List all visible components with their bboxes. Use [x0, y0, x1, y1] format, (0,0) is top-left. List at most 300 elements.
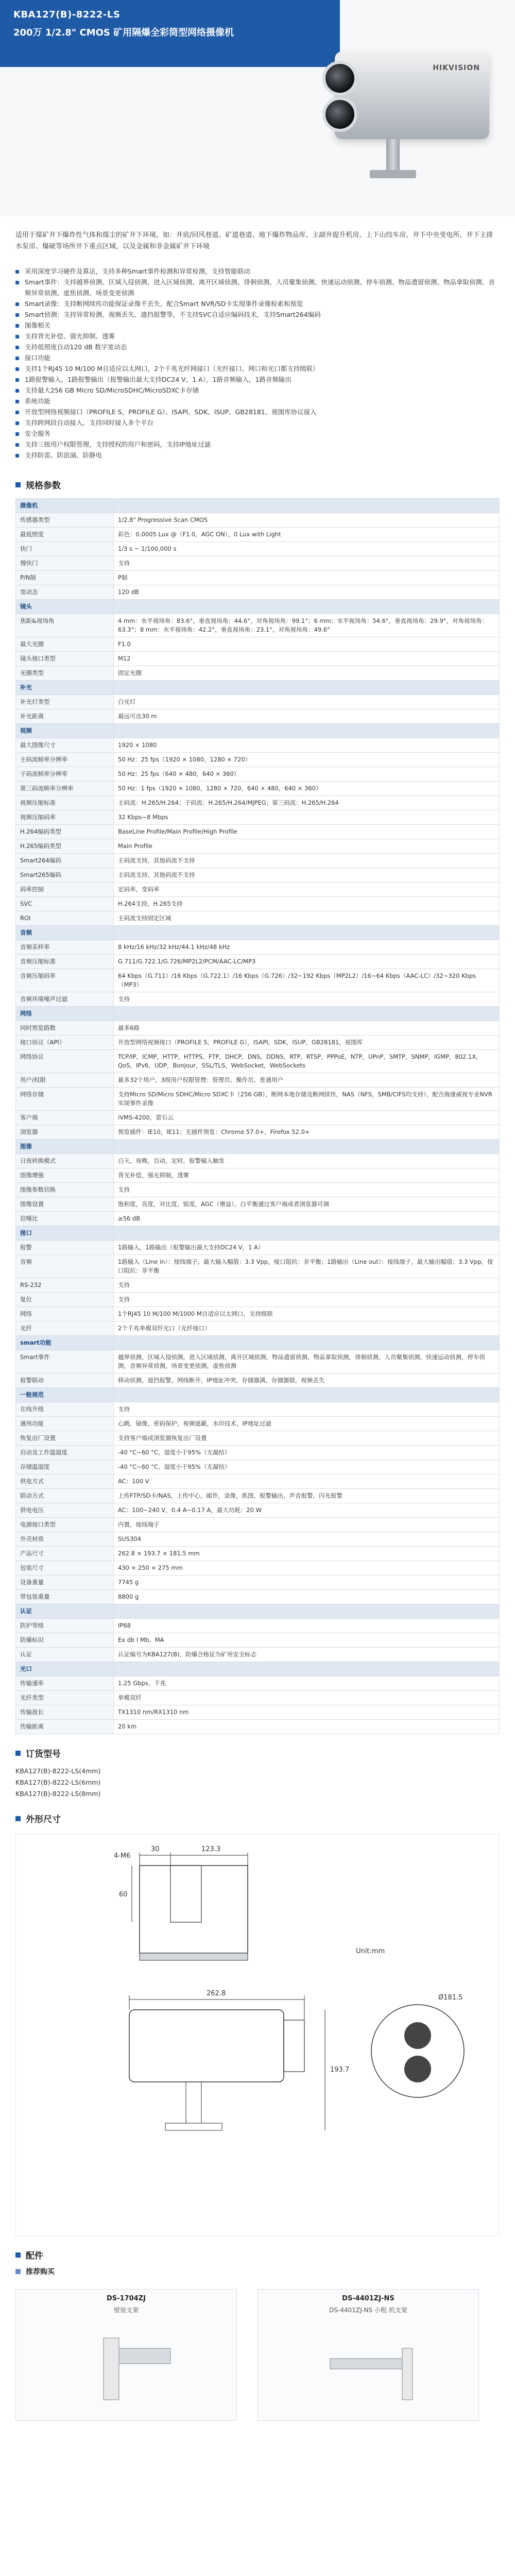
spec-value: 最远可达30 m — [114, 709, 500, 724]
spec-value: 1路输入（Line in）：接线端子，最大输入幅值：3.3 Vpp，接口阻抗：非平衡；1路输出（Line out）：接线端子，最大输出幅值：3.3 Vpp，接口阻抗：非平衡 — [114, 1255, 500, 1278]
spec-value: 主码流支持，其他码流不支持 — [114, 854, 500, 868]
spec-row — [16, 1417, 500, 1431]
spec-value: 120 dB — [114, 585, 500, 600]
spec-key: 光纤 — [16, 1321, 114, 1336]
spec-category-row — [16, 1140, 500, 1154]
spec-category-row — [16, 724, 500, 738]
spec-key: 恢复出厂设置 — [16, 1431, 114, 1446]
spec-row — [16, 1460, 500, 1475]
feature-item — [15, 374, 500, 385]
spec-key: 音频压缩码率 — [16, 969, 114, 992]
spec-key: SVC — [16, 897, 114, 911]
spec-value: 开放型网络视频接口（PROFILE S，PROFILE G），ISAPI，SDK，ISUP，GB28181，视图库 — [114, 1036, 500, 1050]
acc-subheading — [0, 2265, 515, 2281]
spec-value — [114, 1336, 500, 1350]
spec-row — [16, 1518, 500, 1532]
feature-text: 支持最大256 GB Micro SD/MicroSDHC/MicroSDXC卡存储 — [25, 386, 199, 394]
spec-value: 单模双纤 — [114, 1691, 500, 1705]
spec-value: 支持 — [114, 1183, 500, 1197]
dim-1233-label: 123.3 — [201, 1845, 221, 1853]
spec-category-row — [16, 1604, 500, 1619]
spec-row — [16, 695, 500, 709]
spec-key: 快门 — [16, 542, 114, 556]
spec-row — [16, 1561, 500, 1575]
spec-key: 设备重量 — [16, 1575, 114, 1590]
spec-value: 最多32个用户，3级用户权限管理：管理员、操作员、普通用户 — [114, 1073, 500, 1088]
spec-key: 子码流帧率分辨率 — [16, 767, 114, 782]
accessory-grid — [0, 2281, 515, 2442]
spec-row — [16, 1402, 500, 1417]
spec-key: 图像设置 — [16, 1197, 114, 1212]
spec-key: 认证 — [16, 1604, 114, 1619]
spec-value: BaseLine Profile/Main Profile/High Profile — [114, 825, 500, 839]
spec-key: 视频压缩码率 — [16, 810, 114, 825]
spec-value: 支持 — [114, 556, 500, 571]
spec-category-row — [16, 681, 500, 695]
spec-key: 视频 — [16, 724, 114, 738]
feature-bullet-icon — [15, 367, 19, 371]
spec-row — [16, 571, 500, 585]
spec-key: 光口 — [16, 1662, 114, 1676]
spec-key: 接口 — [16, 1226, 114, 1241]
acc-subheading-text: 推荐购买 — [26, 2268, 55, 2276]
feature-item — [15, 396, 500, 406]
accessory-name: DS-4401ZJ-NS 小粗 机支架 — [329, 2307, 407, 2314]
spec-key: 外壳材质 — [16, 1532, 114, 1547]
heading-bullet-icon — [15, 1751, 21, 1756]
spec-row — [16, 1183, 500, 1197]
spec-row — [16, 955, 500, 969]
spec-value — [114, 1226, 500, 1241]
spec-value: -40 °C~60 °C，湿度小于95%（无凝结） — [114, 1460, 500, 1475]
acc-heading — [0, 2241, 515, 2265]
spec-value: 支持 — [114, 992, 500, 1007]
spec-key: 视频压缩标准 — [16, 796, 114, 810]
spec-table — [15, 498, 500, 1734]
spec-key: 信噪比 — [16, 1212, 114, 1226]
spec-row — [16, 810, 500, 825]
spec-key: 供电方式 — [16, 1475, 114, 1489]
spec-value: G.711/G.722.1/G.726/MP2L2/PCM/AAC-LC/MP3 — [114, 955, 500, 969]
brand-logo: HIKVISION — [433, 64, 480, 72]
spec-row — [16, 1431, 500, 1446]
spec-value: 心跳，镜像，密码保护，视频遮蔽，水印技术，IP地址过滤 — [114, 1417, 500, 1431]
spec-value: 支持 — [114, 1293, 500, 1307]
feature-item — [15, 385, 500, 396]
spec-row — [16, 839, 500, 854]
product-model: KBA127(B)-8222-LS — [13, 9, 121, 20]
feature-text: 安全服务 — [25, 430, 51, 437]
spec-value: 8 kHz/16 kHz/32 kHz/44.1 kHz/48 kHz — [114, 940, 500, 955]
spec-key: 宽动态 — [16, 585, 114, 600]
housing-rear — [284, 2020, 304, 2072]
spec-row — [16, 652, 500, 666]
heading-bullet-icon — [15, 2252, 21, 2258]
spec-row — [16, 868, 500, 883]
order-item: KBA127(B)-8222-LS(4mm) — [15, 1767, 101, 1775]
spec-row — [16, 1489, 500, 1503]
spec-row — [16, 1648, 500, 1662]
dim-m6-label: 4-M6 — [114, 1852, 131, 1860]
spec-row — [16, 1212, 500, 1226]
spec-value: 彩色：0.0005 Lux @（F1.0，AGC ON），0 Lux with Light — [114, 528, 500, 542]
feature-text: 接口功能 — [25, 354, 51, 362]
spec-row — [16, 1321, 500, 1336]
feature-text: 采用深度学习硬件及算法，支持多种Smart事件检测和异常检测，支持智能联动 — [25, 267, 250, 275]
dims-heading-text: 外形尺寸 — [26, 1815, 61, 1825]
spec-key: 复位 — [16, 1293, 114, 1307]
spec-row — [16, 1021, 500, 1036]
spec-key: ROI — [16, 911, 114, 926]
spec-key: 防护等级 — [16, 1619, 114, 1633]
spec-row — [16, 897, 500, 911]
front-lens-upper — [404, 2022, 431, 2049]
spec-value — [114, 724, 500, 738]
feature-text: 支持跨网段自动接入，支持同时接入多个平台 — [25, 419, 154, 427]
spec-key: 图像 — [16, 1140, 114, 1154]
feature-bullet-icon — [15, 378, 19, 382]
stand-outline — [186, 2082, 201, 2123]
spec-row — [16, 1293, 500, 1307]
spec-value: Main Profile — [114, 839, 500, 854]
spec-key: 认证 — [16, 1648, 114, 1662]
spec-row — [16, 854, 500, 868]
spec-row — [16, 1125, 500, 1140]
spec-value: ≥56 dB — [114, 1212, 500, 1226]
spec-value: 430 × 250 × 275 mm — [114, 1561, 500, 1575]
feature-bullet-icon — [15, 335, 19, 338]
spec-value: 定码率，变码率 — [114, 883, 500, 897]
spec-key: 网络存储 — [16, 1088, 114, 1111]
spec-key: 补光距离 — [16, 709, 114, 724]
feature-item — [15, 277, 500, 298]
spec-row — [16, 1374, 500, 1388]
spec-row — [16, 1705, 500, 1720]
spec-value: 1个RJ45 10 M/100 M/1000 M自适应以太网口，支持级联 — [114, 1307, 500, 1321]
spec-value: 认证编号为KBA127(B)，防爆合格证为矿用安全标志 — [114, 1648, 500, 1662]
accessory-model: DS-4401ZJ-NS — [342, 2295, 394, 2302]
feature-text: 支持背光补偿、强光抑制、透雾 — [25, 332, 115, 340]
intro-text: 适用于煤矿井下爆炸性气体和煤尘的矿井下环境。如：井底/回风巷道、矿道巷道、地下爆炸物品库、主副井提升机房、上下山绞车房、井下中央变电所、井下主排水泵房、爆破等场所井下重点区域，以及金属和非金属矿井下环境 — [15, 231, 493, 250]
feature-bullet-icon — [15, 281, 19, 284]
feature-bullet-icon — [15, 454, 19, 457]
spec-row — [16, 1197, 500, 1212]
spec-key: 摄像机 — [16, 499, 114, 513]
spec-key: 用户/权限 — [16, 1073, 114, 1088]
spec-value: 白天，夜晚，自动，定时，报警输入触发 — [114, 1154, 500, 1168]
spec-key: 镜头 — [16, 600, 114, 614]
spec-key: Smart265编码 — [16, 868, 114, 883]
spec-value — [114, 499, 500, 513]
order-heading — [0, 1739, 515, 1764]
spec-key: 音频 — [16, 926, 114, 940]
spec-value — [114, 1388, 500, 1402]
spec-value — [114, 600, 500, 614]
spec-key: 网络 — [16, 1007, 114, 1021]
feature-text: 系统功能 — [25, 397, 51, 405]
spec-row — [16, 883, 500, 897]
spec-value — [114, 1140, 500, 1154]
spec-value: 支持 — [114, 1278, 500, 1293]
spec-value: SUS304 — [114, 1532, 500, 1547]
spec-row — [16, 911, 500, 926]
spec-value: 50 Hz：25 fps（640 × 480，640 × 360） — [114, 767, 500, 782]
feature-bullet-icon — [15, 346, 19, 349]
spec-row — [16, 1350, 500, 1374]
spec-category-row — [16, 1226, 500, 1241]
spec-key: 镜头接口类型 — [16, 652, 114, 666]
spec-value — [114, 1007, 500, 1021]
feature-text: 开放型网络视频接口（PROFILE S，PROFILE G）、ISAPI、SDK、ISUP、GB28181、视图库协议接入 — [25, 408, 317, 416]
feature-text: 支持防雷、防浪涌、防静电 — [25, 451, 102, 459]
spec-key: 包装尺寸 — [16, 1561, 114, 1575]
spec-row — [16, 992, 500, 1007]
spec-value: TX1310 nm/RX1310 nm — [114, 1705, 500, 1720]
spec-category-row — [16, 1388, 500, 1402]
feature-item — [15, 428, 500, 439]
spec-value: 移动侦测，遮挡报警，网线断开，IP地址冲突，存储器满，存储器错，视频丢失 — [114, 1374, 500, 1388]
spec-key: 通用功能 — [16, 1417, 114, 1431]
spec-value: F1.0 — [114, 637, 500, 652]
spec-value — [114, 1662, 500, 1676]
spec-row — [16, 1547, 500, 1561]
spec-key: 最大图像尺寸 — [16, 738, 114, 753]
spec-key: 联动方式 — [16, 1489, 114, 1503]
spec-key: 最大光圈 — [16, 637, 114, 652]
spec-value: 主码流支持，其他码流不支持 — [114, 868, 500, 883]
spec-row — [16, 1036, 500, 1050]
feature-item — [15, 439, 500, 450]
spec-key: 焦距&视场角 — [16, 614, 114, 637]
feature-bullet-icon — [15, 302, 19, 306]
feature-bullet-icon — [15, 400, 19, 403]
spec-category-row — [16, 1662, 500, 1676]
spec-value: 7745 g — [114, 1575, 500, 1590]
spec-key: 传输速率 — [16, 1676, 114, 1691]
spec-key: 光纤类型 — [16, 1691, 114, 1705]
spec-row — [16, 1691, 500, 1705]
spec-row — [16, 542, 500, 556]
spec-row — [16, 528, 500, 542]
spec-category-row — [16, 1336, 500, 1350]
accessory-name: 壁装支架 — [113, 2307, 139, 2314]
feature-text: Smart事件：支持越界侦测、区域入侵侦测、进入区域侦测、离开区域侦测、徘徊侦测、人员聚集侦测、快速运动侦测、停车侦测、物品遗留侦测、物品拿取侦测、音频异常侦测、虚焦侦测、场景变更侦测 — [25, 278, 495, 297]
camera-housing — [335, 52, 489, 139]
spec-key: P/N制 — [16, 571, 114, 585]
feature-bullet-icon — [15, 421, 19, 425]
spec-key: 补光 — [16, 681, 114, 695]
spec-key: 音频环境噪声过滤 — [16, 992, 114, 1007]
spec-row — [16, 782, 500, 796]
camera-base — [370, 170, 416, 178]
spec-value: 1920 × 1080 — [114, 738, 500, 753]
spec-row — [16, 1446, 500, 1460]
spec-row — [16, 1241, 500, 1255]
spec-row — [16, 753, 500, 767]
spec-row — [16, 1050, 500, 1073]
camera-lens — [322, 97, 357, 132]
spec-key: 日夜转换模式 — [16, 1154, 114, 1168]
drawing-svg — [16, 1835, 500, 2236]
spec-value — [114, 926, 500, 940]
feature-item — [15, 342, 500, 352]
front-outline — [371, 2005, 464, 2097]
spec-value: 固定光圈 — [114, 666, 500, 681]
spec-value: 8800 g — [114, 1590, 500, 1604]
order-list — [0, 1764, 515, 1805]
accessory-card — [15, 2289, 237, 2421]
spec-key: 传输波长 — [16, 1705, 114, 1720]
feature-text: Smart录像：支持断网续传功能保证录像不丢失，配合Smart NVR/SD卡实现事件录像检索和预览 — [25, 300, 303, 308]
spec-row — [16, 940, 500, 955]
spec-key: 带包装重量 — [16, 1590, 114, 1604]
spec-key: 同时预览路数 — [16, 1021, 114, 1036]
spec-row — [16, 637, 500, 652]
spec-key: 浏览器 — [16, 1125, 114, 1140]
spec-value: AC：100~240 V，0.4 A~0.17 A，最大功耗：20 W — [114, 1503, 500, 1518]
spec-row — [16, 796, 500, 810]
title-bar — [0, 0, 340, 67]
feature-text: 1路报警输入，1路报警输出（报警输出最大支持DC24 V，1 A），1路音频输入，1路音频输出 — [25, 376, 291, 383]
unit-label: Unit:mm — [356, 1947, 385, 1955]
spec-key: smart功能 — [16, 1336, 114, 1350]
spec-value — [114, 681, 500, 695]
dim-1815-label: Ø181.5 — [438, 1994, 463, 2002]
spec-row — [16, 825, 500, 839]
spec-value: 1.25 Gbps，千兆 — [114, 1676, 500, 1691]
spec-value: 64 Kbps（G.711）/16 Kbps（G.722.1）/16 Kbps（G.726）/32~192 Kbps（MP2L2）/16~64 Kbps（AAC-LC）/32~320 Kbps（MP3） — [114, 969, 500, 992]
feature-bullet-icon — [15, 313, 19, 317]
feature-text: Smart侦测：支持异常检测、视频丢失、遮挡报警等，不支持SVC自适应编码技术，支持Smart264编码 — [25, 311, 321, 318]
spec-value: TCP/IP，ICMP，HTTP，HTTPS，FTP，DHCP，DNS，DDNS，RTP，RTSP，PPPoE，NTP，UPnP，SMTP，SNMP，IGMP，802.1X，QoS，IPv6，UDP，Bonjour，SSL/TLS，WebSocket，WebSockets — [114, 1050, 500, 1073]
spec-key: 传感器类型 — [16, 513, 114, 528]
feature-bullet-icon — [15, 357, 19, 360]
spec-row — [16, 1278, 500, 1293]
spec-row — [16, 969, 500, 992]
spec-row — [16, 1111, 500, 1125]
spec-key: 在线升级 — [16, 1402, 114, 1417]
hero-banner — [0, 0, 515, 216]
feature-text: 支持低照度自动120 dB 数字宽动态 — [25, 343, 127, 351]
dim-2628-label: 262.8 — [207, 1990, 226, 1997]
spec-key: 接口协议（API） — [16, 1036, 114, 1050]
spec-row — [16, 585, 500, 600]
spec-row — [16, 767, 500, 782]
spec-value: 预览插件：IE10，IE11；无插件预览：Chrome 57.0+，Firefox 52.0+ — [114, 1125, 500, 1140]
spec-key: 光圈类型 — [16, 666, 114, 681]
spec-value: 1/2.8" Progressive Scan CMOS — [114, 513, 500, 528]
order-heading-text: 订货型号 — [26, 1749, 61, 1759]
heading-bullet-icon — [15, 1816, 21, 1821]
accessory-card — [258, 2289, 479, 2421]
spec-key: 一般规范 — [16, 1388, 114, 1402]
spec-key: 防爆标识 — [16, 1633, 114, 1648]
spec-key: 音频 — [16, 1255, 114, 1278]
spec-key: 电源接口类型 — [16, 1518, 114, 1532]
spec-row — [16, 1088, 500, 1111]
spec-row — [16, 1720, 500, 1734]
spec-row — [16, 1575, 500, 1590]
spec-key: 音频采样率 — [16, 940, 114, 955]
spec-key: 主码流帧率分辨率 — [16, 753, 114, 767]
spec-value: 主码流：H.265/H.264；子码流：H.265/H.264/MJPEG；第三码流：H.265/H.264 — [114, 796, 500, 810]
dims-heading — [0, 1805, 515, 1829]
spec-value: 内置，接线端子 — [114, 1518, 500, 1532]
feature-bullet-icon — [15, 389, 19, 393]
spec-key: 传输距离 — [16, 1720, 114, 1734]
spec-row — [16, 556, 500, 571]
dim-1937-label: 193.7 — [330, 2066, 350, 2074]
spec-value: 最多6路 — [114, 1021, 500, 1036]
spec-key: 补光灯类型 — [16, 695, 114, 709]
spec-key: Smart264编码 — [16, 854, 114, 868]
spec-value: IP68 — [114, 1619, 500, 1633]
spec-key: 报警 — [16, 1241, 114, 1255]
spec-key: 慢快门 — [16, 556, 114, 571]
bracket-arm — [170, 1866, 201, 1922]
feature-item — [15, 352, 500, 363]
spec-value: 支持客户端或浏览器恢复出厂设置 — [114, 1431, 500, 1446]
feature-item — [15, 450, 500, 461]
spec-row — [16, 1475, 500, 1489]
spec-key: 第三码流帧率分辨率 — [16, 782, 114, 796]
spec-row — [16, 1503, 500, 1518]
spec-key: 音频压缩标准 — [16, 955, 114, 969]
spec-value: M12 — [114, 652, 500, 666]
spec-key: 最低照度 — [16, 528, 114, 542]
feature-bullet-icon — [15, 432, 19, 436]
camera-lens — [322, 61, 357, 96]
dim-30-label: 30 — [151, 1845, 160, 1853]
spec-key: RS-232 — [16, 1278, 114, 1293]
spec-key: 图像增强 — [16, 1168, 114, 1183]
intro-section — [0, 216, 515, 258]
spec-value: 2个千兆单模双纤光口（光纤接口） — [114, 1321, 500, 1336]
spec-key: 客户端 — [16, 1111, 114, 1125]
spec-row — [16, 1168, 500, 1183]
spec-row — [16, 1154, 500, 1168]
spec-heading — [0, 471, 515, 495]
feature-item — [15, 363, 500, 374]
spec-row — [16, 513, 500, 528]
spec-value — [114, 1604, 500, 1619]
camera-image — [330, 31, 494, 185]
spec-category-row — [16, 499, 500, 513]
spec-value: 支持 — [114, 1402, 500, 1417]
spec-category-row — [16, 926, 500, 940]
spec-value: 262.8 × 193.7 × 181.5 mm — [114, 1547, 500, 1561]
spec-row — [16, 614, 500, 637]
spec-row — [16, 1307, 500, 1321]
spec-key: Smart事件 — [16, 1350, 114, 1374]
heading-bullet-icon — [15, 482, 21, 487]
spec-row — [16, 1255, 500, 1278]
spec-value: 越界侦测，区域入侵侦测，进入区域侦测，离开区域侦测，物品遗留侦测，物品拿取侦测，徘徊侦测，人员聚集侦测，快速运动侦测，停车侦测，音频异常侦测，场景变更侦测，虚焦侦测 — [114, 1350, 500, 1374]
spec-value: 32 Kbps~8 Mbps — [114, 810, 500, 825]
spec-key: 网络 — [16, 1307, 114, 1321]
spec-key: 报警联动 — [16, 1374, 114, 1388]
spec-key: H.264编码类型 — [16, 825, 114, 839]
spec-value: 20 km — [114, 1720, 500, 1734]
spec-key: 码率控制 — [16, 883, 114, 897]
spec-category-row — [16, 1007, 500, 1021]
acc-heading-text: 配件 — [26, 2251, 43, 2261]
dimension-drawing — [15, 1834, 500, 2236]
feature-item — [15, 331, 500, 342]
spec-value: AC：100 V — [114, 1475, 500, 1489]
spec-value: 50 Hz：25 fps（1920 × 1080，1280 × 720） — [114, 753, 500, 767]
spec-key: 网络协议 — [16, 1050, 114, 1073]
